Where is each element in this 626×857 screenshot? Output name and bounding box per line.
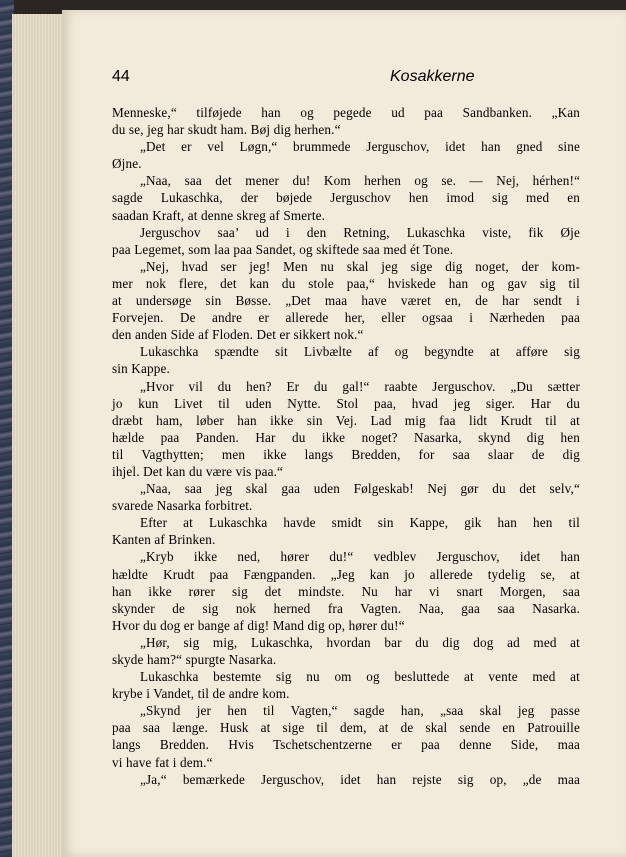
text-line: han ikke rører sig det mindste. Nu har vi snart Morgen, saa [112,583,580,599]
text-line: „Skynd jer hen til Vagten,“ sagde han, „saa skal jeg passe [140,703,580,719]
text-line: „Ja,“ bemærkede Jerguschov, idet han rejste sig op, „de maa [140,771,580,787]
text-line: „Hvor vil du hen? Er du gal!“ raabte Jerguschov. „Du sætter [140,378,580,394]
text-line: „Naa, saa det mener du! Kom herhen og se. — Nej, hérhen!“ [140,173,580,189]
text-line: langs Bredden. Hvis Tschetschentzerne er paa denne Side, maa [112,737,580,753]
text-line: paa Legemet, som laa paa Sandet, og skiftede saa med ét Tone. [112,241,454,257]
text-line: Efter at Lukaschka havde smidt sin Kappe, gik han hen til [140,515,580,531]
page-header [112,68,580,92]
text-line: skynder de sig nok herned fra Vagten. Naa, gaa saa Nasarka. [112,600,580,616]
text-line: Lukaschka bestemte sig nu om og besluttede at vente med at [140,669,580,685]
text-line: mer nok flere, det kan du stole paa,“ hviskede han og gav sig til [112,275,580,291]
text-line: sin Kappe. [112,361,170,377]
text-line: „Naa, saa jeg skal gaa uden Følgeskab! Nej gør du det selv,“ [140,481,580,497]
text-line: vi have fat i dem.“ [112,754,213,770]
text-line: krybe i Vandet, til de andre kom. [112,686,290,702]
text-line: Menneske,“ tilføjede han og pegede ud paa Sandbanken. „Kan [112,105,580,120]
text-line: Kanten af Brinken. [112,532,216,548]
text-line: svarede Nasarka forbitret. [112,498,253,514]
text-line: til Vagthytten; men ikke langs Bredden, for saa slaar de dig [112,446,580,462]
text-line: hælde paa Panden. Har du ikke noget? Nasarka, skynd dig hen [112,429,580,445]
text-line: jo kun Livet til uden Nytte. Stol paa, hvad jeg siger. Har du [112,395,580,411]
text-line: Forvejen. De andre er allerede her, eller ogsaa i Nærheden paa [112,310,580,326]
text-line: ihjel. Det kan du være vis paa.“ [112,463,284,479]
body-text [112,104,580,788]
text-line: Øjne. [112,156,142,172]
text-line: paa saa længe. Husk at sige til dem, at de skal sende en Patrouille [112,720,580,736]
text-line: „Det er vel Løgn,“ brummede Jerguschov, idet han gned sine [140,139,580,155]
text-line: „Kryb ikke ned, hører du!“ vedblev Jerguschov, idet han [140,549,580,565]
running-head: Kosakkerne [390,68,475,85]
text-line: dræbt ham, løber han ikke sin Vej. Lad mig faa lidt Krudt til at [112,412,580,428]
text-line: sagde Lukaschka, der bøjede Jerguschov hen imod sig med en [112,190,580,206]
text-line: at undersøge sin Bøsse. „Det maa have været en, de har sendt i [112,293,580,309]
text-line: Lukaschka spændte sit Livbælte af og begyndte at afføre sig [140,344,580,360]
text-line: den anden Side af Floden. Det er sikkert nok.“ [112,327,364,343]
text-line: Hvor du dog er bange af dig! Mand dig op, hører du!“ [112,617,405,633]
text-line: du se, jeg har skudt ham. Bøj dig herhen.“ [112,122,341,138]
text-line: skyde ham?“ spurgte Nasarka. [112,652,277,667]
page-number: 44 [112,68,130,85]
text-line: „Hør, sig mig, Lukaschka, hvordan bar du dig dog ad med at [140,634,580,650]
text-line: hældte Krudt paa Fængpanden. „Jeg kan jo allerede tydelig se, at [112,566,580,582]
text-line: „Nej, hvad ser jeg! Men nu skal jeg sige dig noget, der kom- [140,258,580,274]
text-line: Jerguschov saa’ ud i den Retning, Lukaschka viste, fik Øje [140,224,580,240]
text-line: saadan Kraft, at denne skreg af Smerte. [112,207,326,223]
